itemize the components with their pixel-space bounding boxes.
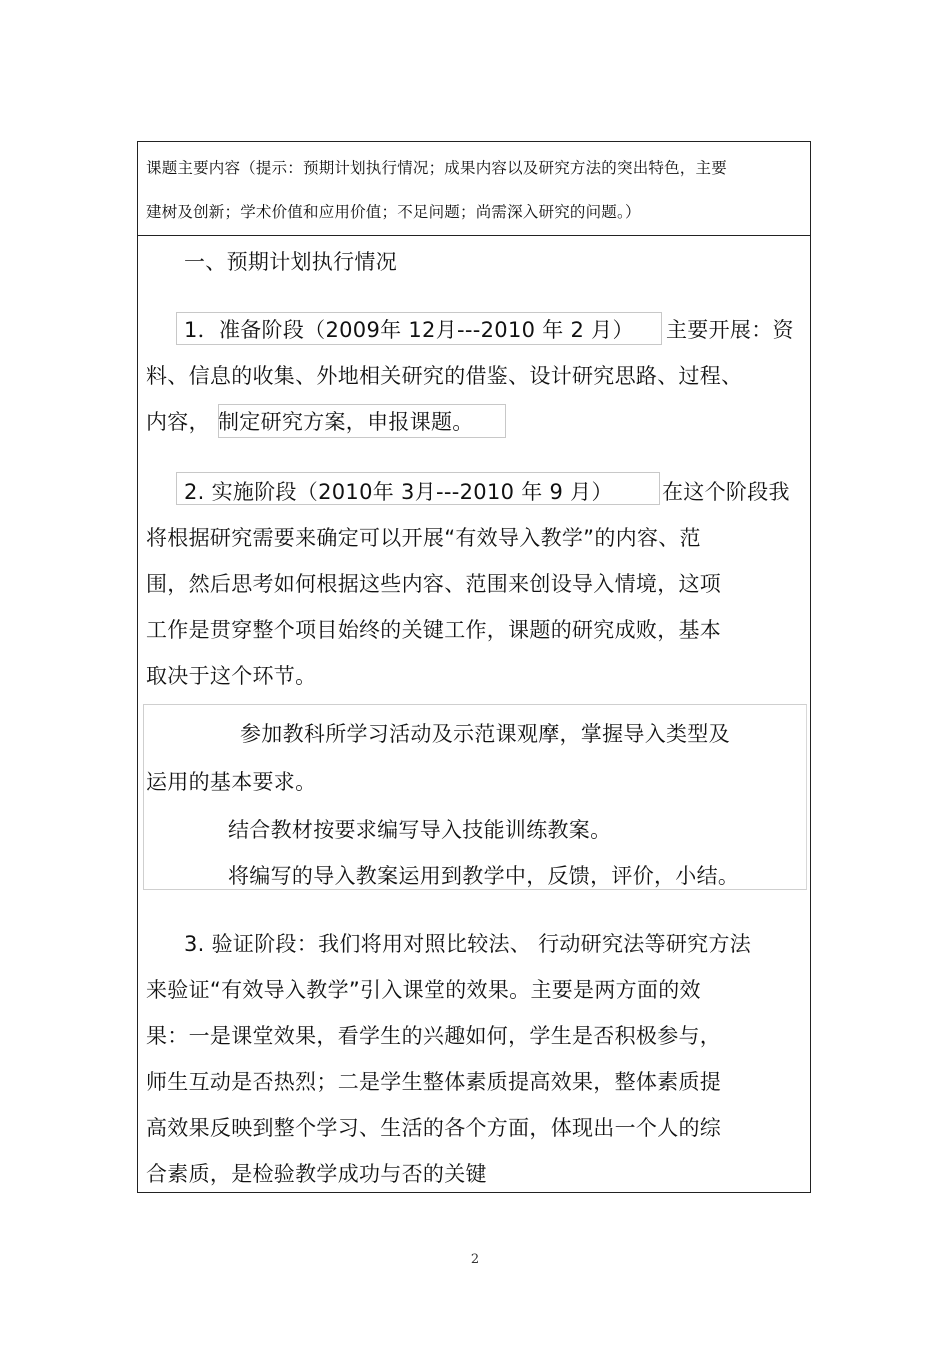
content-table [137, 141, 811, 1193]
stage3-line-5: 高效果反映到整个学习、生活的各个方面，体现出一个人的综 [146, 1116, 722, 1140]
stage3-line-1: 3. 验证阶段：我们将用对照比较法、 行动研究法等研究方法 [184, 932, 752, 956]
stage1-line-3-start: 内容， [146, 410, 210, 434]
stage2-line-1: 在这个阶段我 [662, 480, 790, 504]
stage1-line-3-boxed: 制定研究方案，申报课题。 [218, 410, 474, 434]
section-title: 一、预期计划执行情况 [184, 250, 397, 274]
header-prompt-line-2: 建树及创新；学术价值和应用价值；不足问题；尚需深入研究的问题。） [146, 203, 641, 221]
stage3-line-2: 来验证“有效导入教学”引入课堂的效果。主要是两方面的效 [146, 978, 701, 1002]
stage2-label: 2. 实施阶段（2010年 3月---2010 年 9 月） [184, 480, 613, 504]
stage1-line-1: 主要开展：资 [666, 318, 794, 342]
table-header-cell [138, 142, 810, 236]
page-number: 2 [470, 1252, 480, 1267]
stage2-line-2: 将根据研究需要来确定可以开展“有效导入教学”的内容、范 [146, 526, 701, 550]
stage2-line-4: 工作是贯穿整个项目始终的关键工作，课题的研究成败，基本 [146, 618, 722, 642]
stage2-line-5: 取决于这个环节。 [146, 664, 317, 688]
activities-line-4: 将编写的导入教案运用到教学中，反馈，评价，小结。 [228, 864, 740, 888]
header-prompt-line-1: 课题主要内容（提示：预期计划执行情况；成果内容以及研究方法的突出特色，主要 [146, 159, 727, 177]
activities-line-1: 参加教科所学习活动及示范课观摩，掌握导入类型及 [240, 722, 730, 746]
activities-line-3: 结合教材按要求编写导入技能训练教案。 [228, 818, 612, 842]
stage3-line-3: 果：一是课堂效果，看学生的兴趣如何，学生是否积极参与， [146, 1024, 722, 1048]
stage1-line-2: 料、信息的收集、外地相关研究的借鉴、设计研究思路、过程、 [146, 364, 743, 388]
stage2-line-3: 围，然后思考如何根据这些内容、范围来创设导入情境，这项 [146, 572, 722, 596]
activities-line-2: 运用的基本要求。 [146, 770, 317, 794]
stage3-line-4: 师生互动是否热烈；二是学生整体素质提高效果，整体素质提 [146, 1070, 722, 1094]
stage3-line-6: 合素质，是检验教学成功与否的关键 [146, 1162, 487, 1186]
stage1-label: 1．准备阶段（2009年 12月---2010 年 2 月） [184, 318, 634, 342]
